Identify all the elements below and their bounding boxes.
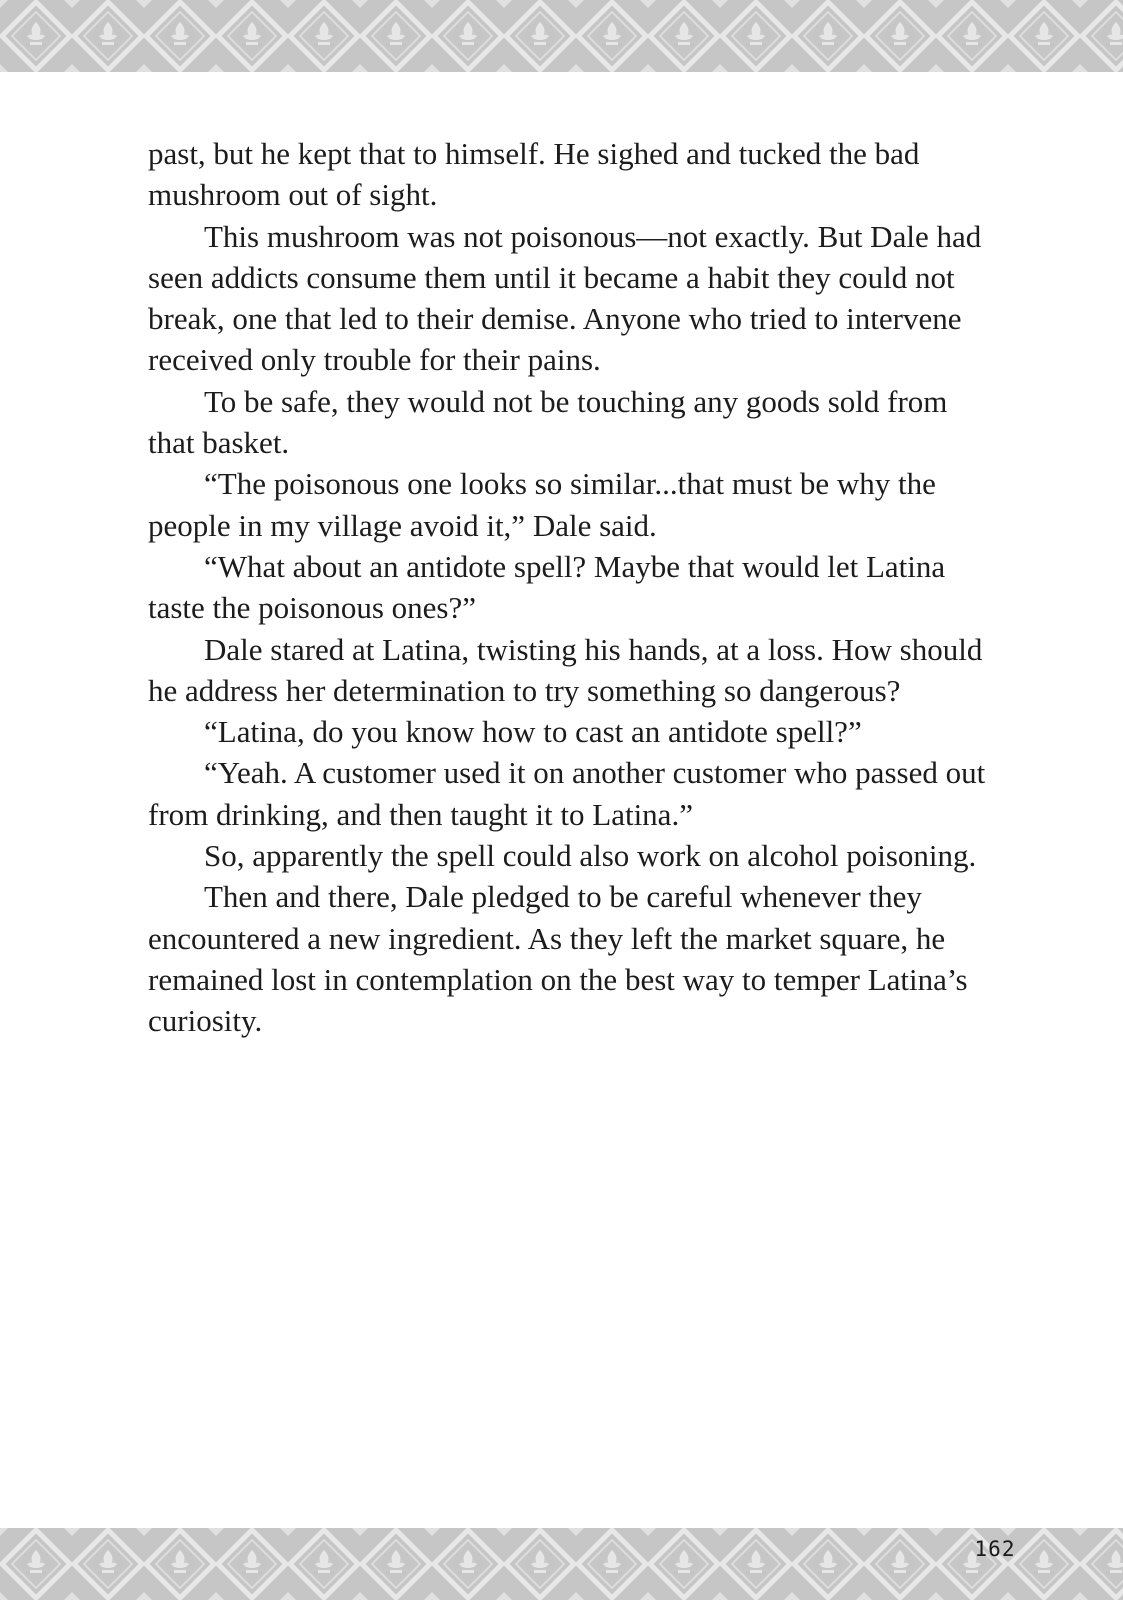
text-line: “What about an antidote spell? Maybe that would let Latina xyxy=(204,548,946,584)
text-line: that basket. xyxy=(148,425,290,461)
footer-pattern-band xyxy=(0,1528,1123,1600)
text-line: break, one that led to their demise. Anyone who tried to intervene xyxy=(148,301,962,337)
text-line: taste the poisonous ones?” xyxy=(148,590,477,626)
text-line: received only trouble for their pains. xyxy=(148,342,601,378)
text-line: seen addicts consume them until it became a habit they could not xyxy=(148,259,955,295)
text-line: past, but he kept that to himself. He sighed and tucked the bad xyxy=(148,136,920,171)
fleur-de-lis-pattern xyxy=(0,1528,1123,1600)
text-line: he address her determination to try something so dangerous? xyxy=(148,672,901,708)
page-number: 162 xyxy=(974,1537,1016,1561)
fleur-de-lis-pattern xyxy=(0,0,1123,72)
text-line: “Latina, do you know how to cast an antidote spell?” xyxy=(204,714,862,750)
text-line: Dale stared at Latina, twisting his hands, at a loss. How should xyxy=(204,631,983,667)
text-line: “Yeah. A customer used it on another customer who passed out xyxy=(204,755,986,791)
text-line: from drinking, and then taught it to Latina.” xyxy=(148,796,693,832)
page-body-text xyxy=(148,133,1028,1042)
text-line: To be safe, they would not be touching any goods sold from xyxy=(204,383,948,419)
text-line: “The poisonous one looks so similar...that must be why the xyxy=(204,466,936,502)
header-pattern-band xyxy=(0,0,1123,72)
text-line: This mushroom was not poisonous—not exactly. But Dale had xyxy=(204,218,982,254)
text-line: encountered a new ingredient. As they left the market square, he xyxy=(148,920,946,956)
text-line: curiosity. xyxy=(148,1003,263,1039)
text-line: remained lost in contemplation on the best way to temper Latina’s xyxy=(148,961,968,997)
text-line: people in my village avoid it,” Dale said. xyxy=(148,507,657,543)
text-line: mushroom out of sight. xyxy=(148,177,438,213)
text-line: Then and there, Dale pledged to be careful whenever they xyxy=(204,879,922,915)
text-line: So, apparently the spell could also work on alcohol poisoning. xyxy=(204,838,977,874)
